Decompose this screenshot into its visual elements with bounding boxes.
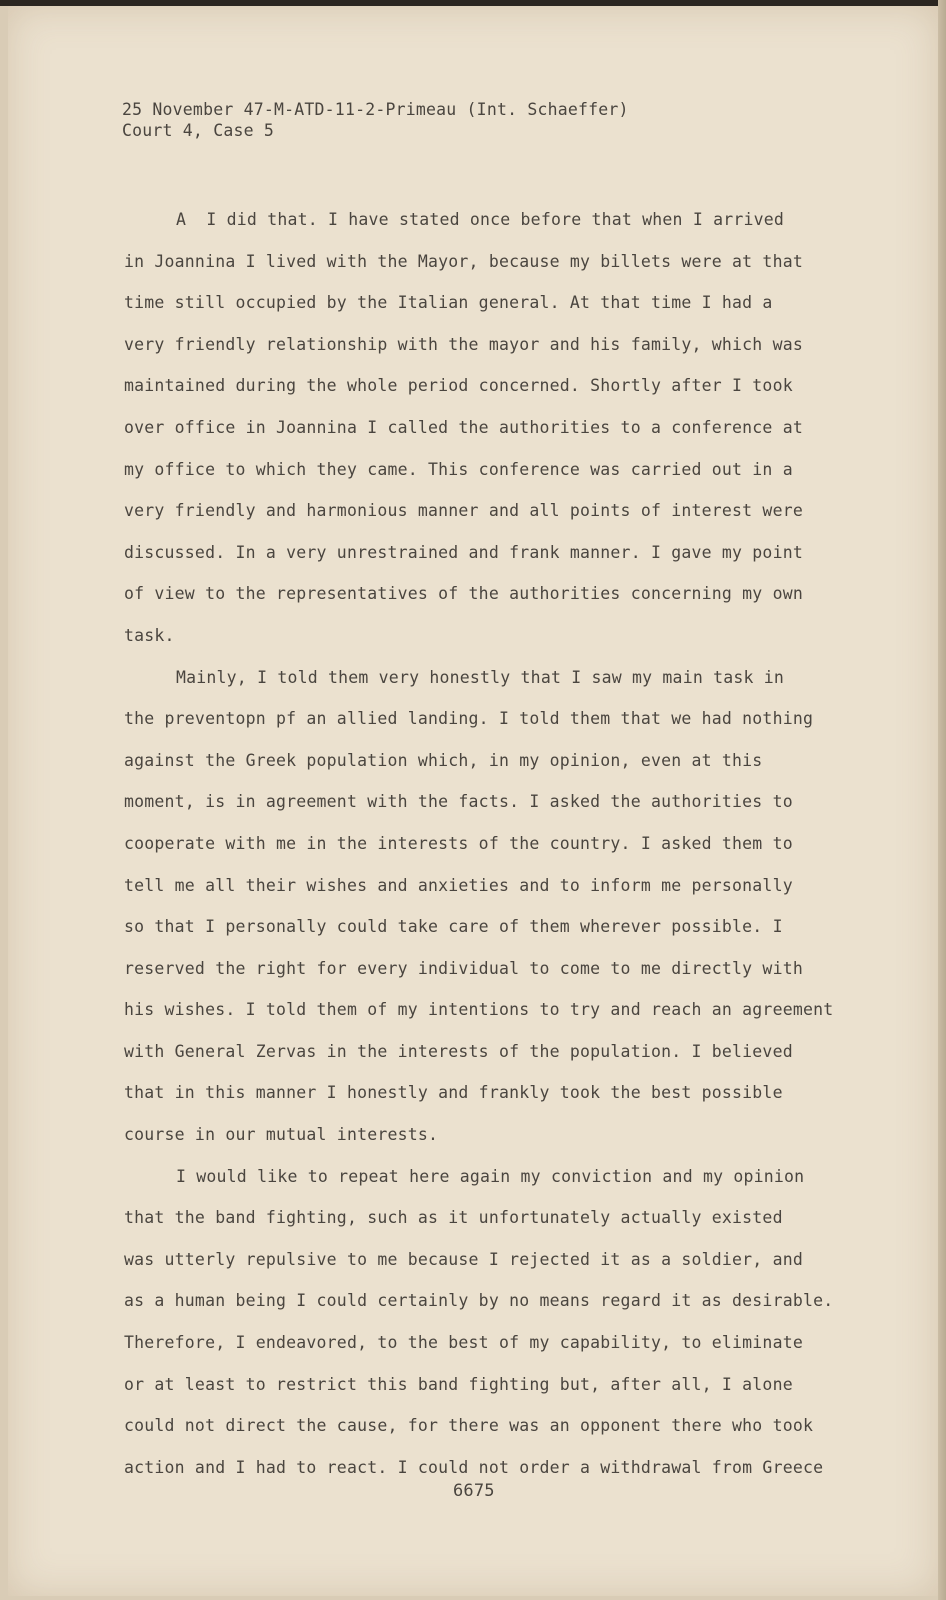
text-line: was utterly repulsive to me because I rejected it as a soldier, and [124, 1249, 803, 1269]
text-line: over office in Joannina I called the authorities to a conference at [124, 417, 803, 437]
text-line: tell me all their wishes and anxieties and to inform me personally [124, 875, 793, 895]
text-line: Mainly, I told them very honestly that I saw my main task in [176, 667, 785, 687]
text-line: time still occupied by the Italian general. At that time I had a [124, 293, 773, 313]
text-line: in Joannina I lived with the Mayor, because my billets were at that [124, 251, 803, 271]
body-text [124, 199, 854, 1488]
text-line: against the Greek population which, in my opinion, even at this [124, 750, 763, 770]
text-line: as a human being I could certainly by no means regard it as desirable. [124, 1291, 834, 1311]
text-line: Therefore, I endeavored, to the best of my capability, to eliminate [124, 1333, 803, 1353]
text-line: action and I had to react. I could not order a withdrawal from Greece [124, 1457, 824, 1477]
text-line: very friendly and harmonious manner and all points of interest were [124, 501, 803, 521]
text-line: that in this manner I honestly and frankly took the best possible [124, 1083, 783, 1103]
text-line: that the band fighting, such as it unfortunately actually existed [124, 1208, 783, 1228]
text-line: could not direct the cause, for there was an opponent there who took [124, 1416, 814, 1436]
text-line: my office to which they came. This conference was carried out in a [124, 459, 793, 479]
text-line: with General Zervas in the interests of the population. I believed [124, 1041, 793, 1061]
header-line-2: Court 4, Case 5 [122, 121, 275, 140]
text-line: the preventopn pf an allied landing. I told them that we had nothing [124, 709, 814, 729]
text-line: maintained during the whole period concerned. Shortly after I took [124, 376, 793, 396]
page-number: 6675 [453, 1481, 495, 1501]
paragraph-3 [124, 1156, 854, 1489]
text-line: very friendly relationship with the mayor and his family, which was [124, 334, 803, 354]
text-line: reserved the right for every individual to come to me directly with [124, 958, 803, 978]
scan-right-edge [938, 0, 946, 1600]
document-header [122, 99, 629, 141]
text-line: discussed. In a very unrestrained and frank manner. I gave my point [124, 542, 803, 562]
text-line: of view to the representatives of the authorities concerning my own [124, 584, 803, 604]
text-line: cooperate with me in the interests of the country. I asked them to [124, 833, 793, 853]
text-line: course in our mutual interests. [124, 1125, 439, 1145]
paragraph-2 [124, 657, 854, 1156]
document-page [8, 6, 938, 1596]
text-line: task. [124, 625, 175, 645]
text-line: so that I personally could take care of them wherever possible. I [124, 917, 783, 937]
paragraph-1 [124, 199, 854, 657]
text-line: his wishes. I told them of my intentions to try and reach an agreement [124, 1000, 834, 1020]
text-line: or at least to restrict this band fighting but, after all, I alone [124, 1374, 793, 1394]
text-line: moment, is in agreement with the facts. I asked the authorities to [124, 792, 793, 812]
text-line: I would like to repeat here again my conviction and my opinion [176, 1166, 805, 1186]
text-line: A I did that. I have stated once before that when I arrived [176, 210, 785, 229]
header-line-1: 25 November 47-M-ATD-11-2-Primeau (Int. Schaeffer) [122, 100, 629, 119]
